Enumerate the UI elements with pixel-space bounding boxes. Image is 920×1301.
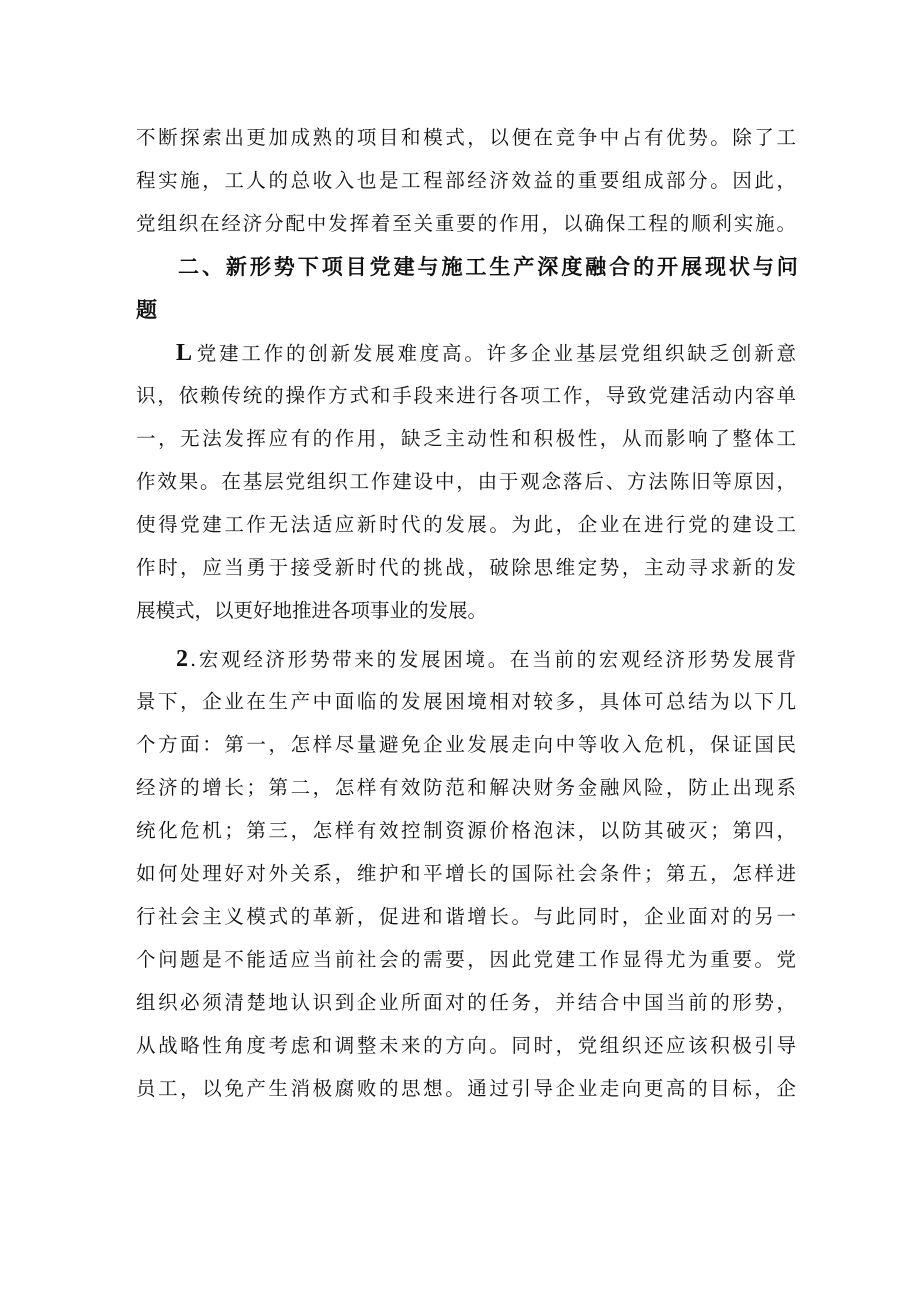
text-line: 组织必须清楚地认识到企业所面对的任务，并结合中国当前的形势， [136,991,796,1014]
text-line: 展模式，以更好地推进各项事业的发展。 [136,599,488,622]
text-line [176,640,796,679]
text-span: 党建工作的创新发展难度高。许多企业基层党组织缺乏创新意 [194,342,796,365]
text-line: 不断探索出更加成熟的项目和模式，以便在竞争中占有优势。除了工 [136,126,796,149]
text-line [176,334,796,373]
text-line: 统化危机；第三，怎样有效控制资源价格泡沫，以防其破灭；第四， [136,819,796,842]
text-line: 个方面：第一，怎样尽量避免企业发展走向中等收入危机，保证国民 [136,733,796,756]
text-line: 党组织在经济分配中发挥着至关重要的作用，以确保工程的顺利实施。 [136,212,796,235]
text-line: 识，依赖传统的操作方式和手段来进行各项工作，导致党建活动内容单 [136,384,796,407]
text-line: 景下，企业在生产中面临的发展困境相对较多，具体可总结为以下几 [136,690,796,713]
text-line: 程实施，工人的总收入也是工程部经济效益的重要组成部分。因此， [136,169,796,192]
text-line: 一，无法发挥应有的作用，缺乏主动性和积极性，从而影响了整体工 [136,427,796,450]
text-line: 员工，以免产生消极腐败的思想。通过引导企业走向更高的目标，企 [136,1077,796,1100]
text-line: 行社会主义模式的革新，促进和谐增长。与此同时，企业面对的另一 [136,905,796,928]
text-line: 从战略性角度考虑和调整未来的方向。同时，党组织还应该积极引导 [136,1034,796,1057]
text-line: 作时，应当勇于接受新时代的挑战，破除思维定势，主动寻求新的发 [136,556,796,579]
text-span: .宏观经济形势带来的发展困境。在当前的宏观经济形势发展背 [190,648,796,671]
heading-line: 二、新形势下项目党建与施工生产深度融合的开展现状与问 [178,255,798,279]
text-line: 作效果。在基层党组织工作建设中，由于观念落后、方法陈旧等原因， [136,470,796,493]
item-number: L [176,340,193,366]
heading-line: 题 [136,298,158,322]
text-line: 如何处理好对外关系，维护和平增长的国际社会条件；第五，怎样进 [136,862,796,885]
text-line: 使得党建工作无法适应新时代的发展。为此，企业在进行党的建设工 [136,513,796,536]
text-line: 经济的增长；第二，怎样有效防范和解决财务金融风险，防止出现系 [136,776,796,799]
item-number: 2 [176,646,188,672]
text-line: 个问题是不能适应当前社会的需要，因此党建工作显得尤为重要。党 [136,948,796,971]
